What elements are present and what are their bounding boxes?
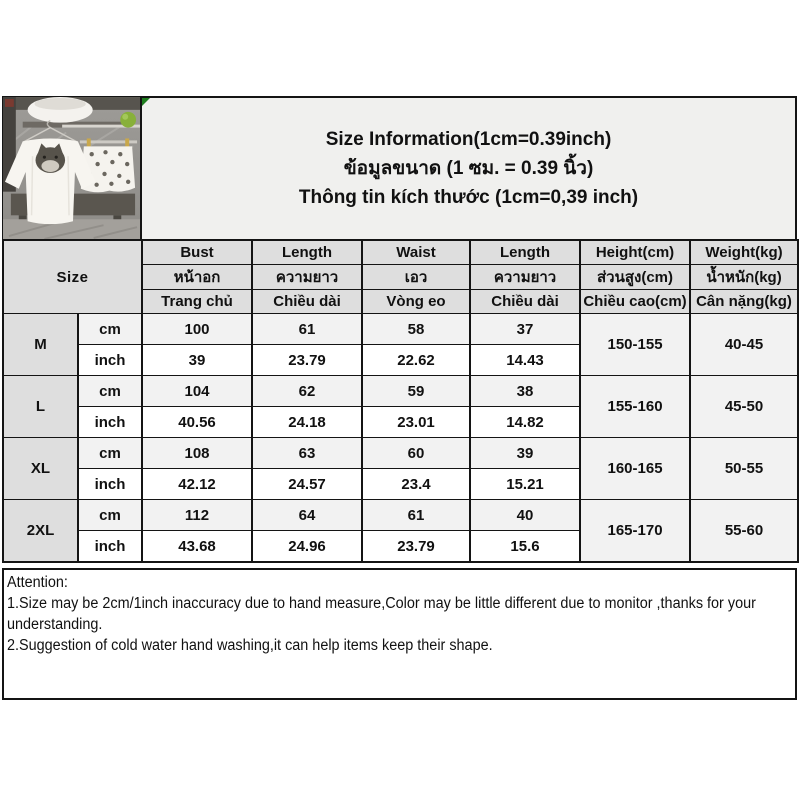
L-waist-cm: 59 bbox=[362, 376, 470, 407]
2XL-waist-cm: 61 bbox=[362, 500, 470, 531]
header-height-en: Height(cm) bbox=[580, 240, 690, 265]
unit-cm: cm bbox=[78, 438, 142, 469]
XL-length1-cm: 63 bbox=[252, 438, 362, 469]
M-length2-inch: 14.43 bbox=[470, 345, 580, 376]
size-label-M: M bbox=[3, 314, 78, 376]
L-waist-inch: 23.01 bbox=[362, 407, 470, 438]
row-XL-cm bbox=[3, 438, 798, 469]
unit-inch: inch bbox=[78, 531, 142, 563]
title-vietnamese: Thông tin kích thước (1cm=0,39 inch) bbox=[298, 187, 639, 208]
L-weight: 45-50 bbox=[690, 376, 798, 438]
2XL-length2-cm: 40 bbox=[470, 500, 580, 531]
XL-waist-cm: 60 bbox=[362, 438, 470, 469]
title-thai: ข้อมูลขนาด (1 ซม. = 0.39 นิ้ว) bbox=[343, 158, 594, 179]
clip-left bbox=[87, 138, 91, 147]
M-waist-inch: 22.62 bbox=[362, 345, 470, 376]
green-apple bbox=[120, 112, 136, 128]
2XL-length1-inch: 24.96 bbox=[252, 531, 362, 563]
2XL-bust-inch: 43.68 bbox=[142, 531, 252, 563]
title-english: Size Information(1cm=0.39inch) bbox=[325, 129, 612, 150]
header-weight-en: Weight(kg) bbox=[690, 240, 798, 265]
header-length2-vi: Chiều dài bbox=[470, 290, 580, 314]
product-photo bbox=[2, 96, 141, 241]
unit-inch: inch bbox=[78, 469, 142, 500]
XL-length2-cm: 39 bbox=[470, 438, 580, 469]
header-bust-vi: Trang chủ bbox=[142, 290, 252, 314]
size-label-XL: XL bbox=[3, 438, 78, 500]
green-corner-marker bbox=[142, 98, 150, 106]
M-waist-cm: 58 bbox=[362, 314, 470, 345]
M-weight: 40-45 bbox=[690, 314, 798, 376]
cat-face-print bbox=[36, 143, 66, 173]
XL-height: 160-165 bbox=[580, 438, 690, 500]
2XL-waist-inch: 23.79 bbox=[362, 531, 470, 563]
L-length1-cm: 62 bbox=[252, 376, 362, 407]
unit-cm: cm bbox=[78, 314, 142, 345]
XL-length2-inch: 15.21 bbox=[470, 469, 580, 500]
XL-length1-inch: 24.57 bbox=[252, 469, 362, 500]
L-bust-cm: 104 bbox=[142, 376, 252, 407]
pajama-set-photo-illustration bbox=[3, 97, 140, 240]
XL-bust-inch: 42.12 bbox=[142, 469, 252, 500]
M-length2-cm: 37 bbox=[470, 314, 580, 345]
header-waist-vi: Vòng eo bbox=[362, 290, 470, 314]
marble-floor bbox=[3, 219, 140, 240]
L-height: 155-160 bbox=[580, 376, 690, 438]
header-waist-th: เอว bbox=[362, 265, 470, 290]
L-length2-cm: 38 bbox=[470, 376, 580, 407]
header-length1-en: Length bbox=[252, 240, 362, 265]
header-length2-th: ความยาว bbox=[470, 265, 580, 290]
2XL-bust-cm: 112 bbox=[142, 500, 252, 531]
attention-heading: Attention: bbox=[7, 574, 68, 591]
L-length2-inch: 14.82 bbox=[470, 407, 580, 438]
M-height: 150-155 bbox=[580, 314, 690, 376]
row-L-cm bbox=[3, 376, 798, 407]
size-table bbox=[2, 239, 799, 563]
M-length1-cm: 61 bbox=[252, 314, 362, 345]
header-weight-vi: Cân nặng(kg) bbox=[690, 290, 798, 314]
clip-right bbox=[125, 138, 129, 147]
attention-line-2: 2.Suggestion of cold water hand washing,it can help items keep their shape. bbox=[7, 637, 493, 654]
M-bust-cm: 100 bbox=[142, 314, 252, 345]
L-bust-inch: 40.56 bbox=[142, 407, 252, 438]
XL-waist-inch: 23.4 bbox=[362, 469, 470, 500]
attention-line-1: 1.Size may be 2cm/1inch inaccuracy due to hand measure,Color may be little different due to monitor ,thanks for your bbox=[7, 595, 756, 612]
size-corner-cell: Size bbox=[3, 240, 142, 314]
2XL-length2-inch: 15.6 bbox=[470, 531, 580, 563]
L-length1-inch: 24.18 bbox=[252, 407, 362, 438]
unit-inch: inch bbox=[78, 345, 142, 376]
XL-weight: 50-55 bbox=[690, 438, 798, 500]
row-2XL-cm bbox=[3, 500, 798, 531]
header-length1-vi: Chiều dài bbox=[252, 290, 362, 314]
header-height-vi: Chiều cao(cm) bbox=[580, 290, 690, 314]
size-label-L: L bbox=[3, 376, 78, 438]
header-length2-en: Length bbox=[470, 240, 580, 265]
XL-bust-cm: 108 bbox=[142, 438, 252, 469]
bowl-rim bbox=[35, 98, 86, 110]
2XL-length1-cm: 64 bbox=[252, 500, 362, 531]
size-label-2XL: 2XL bbox=[3, 500, 78, 563]
attention-note bbox=[2, 568, 797, 700]
attention-line-1-cont: understanding. bbox=[7, 616, 103, 633]
header-bust-th: หน้าอก bbox=[142, 265, 252, 290]
header-length1-th: ความยาว bbox=[252, 265, 362, 290]
header-weight-th: น้ำหนัก(kg) bbox=[690, 265, 798, 290]
red-item bbox=[5, 99, 14, 107]
header-bust-en: Bust bbox=[142, 240, 252, 265]
M-length1-inch: 23.79 bbox=[252, 345, 362, 376]
M-bust-inch: 39 bbox=[142, 345, 252, 376]
header-height-th: ส่วนสูง(cm) bbox=[580, 265, 690, 290]
unit-inch: inch bbox=[78, 407, 142, 438]
header-row-english bbox=[3, 240, 798, 265]
apple-highlight bbox=[122, 114, 128, 120]
2XL-height: 165-170 bbox=[580, 500, 690, 563]
header-waist-en: Waist bbox=[362, 240, 470, 265]
unit-cm: cm bbox=[78, 500, 142, 531]
row-M-cm bbox=[3, 314, 798, 345]
2XL-weight: 55-60 bbox=[690, 500, 798, 563]
size-information-title-cell bbox=[140, 96, 797, 241]
unit-cm: cm bbox=[78, 376, 142, 407]
